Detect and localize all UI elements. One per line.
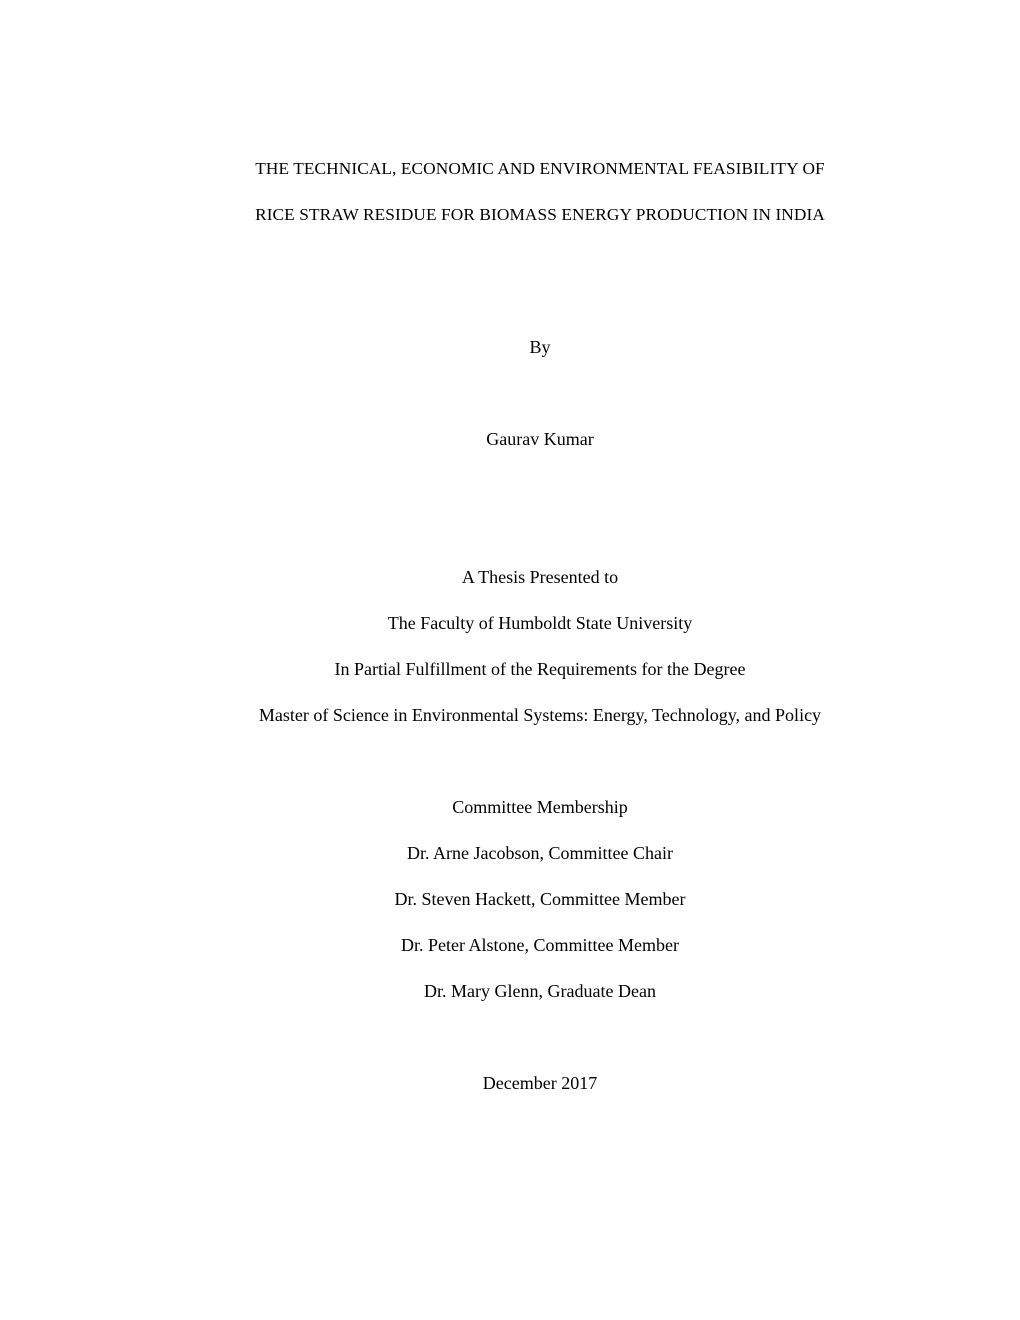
presentation-line-1: A Thesis Presented to: [461, 567, 619, 587]
committee-member-chair: Dr. Arne Jacobson, Committee Chair: [407, 843, 673, 863]
thesis-title-line-1: THE TECHNICAL, ECONOMIC AND ENVIRONMENTAL FEASIBILITY OF: [255, 159, 825, 178]
degree-line: Master of Science in Environmental Systems: Energy, Technology, and Policy: [258, 705, 822, 725]
by-label: By: [529, 337, 551, 357]
committee-heading: Committee Membership: [452, 797, 628, 817]
university-line: The Faculty of Humboldt State University: [387, 613, 693, 633]
thesis-date: December 2017: [482, 1073, 598, 1093]
graduate-dean: Dr. Mary Glenn, Graduate Dean: [424, 981, 656, 1001]
committee-member: Dr. Steven Hackett, Committee Member: [394, 889, 686, 909]
requirements-line: In Partial Fulfillment of the Requirements for the Degree: [334, 659, 746, 679]
author-name: Gaurav Kumar: [486, 429, 594, 449]
thesis-title-line-2: RICE STRAW RESIDUE FOR BIOMASS ENERGY PRODUCTION IN INDIA: [255, 205, 825, 224]
committee-member: Dr. Peter Alstone, Committee Member: [401, 935, 679, 955]
